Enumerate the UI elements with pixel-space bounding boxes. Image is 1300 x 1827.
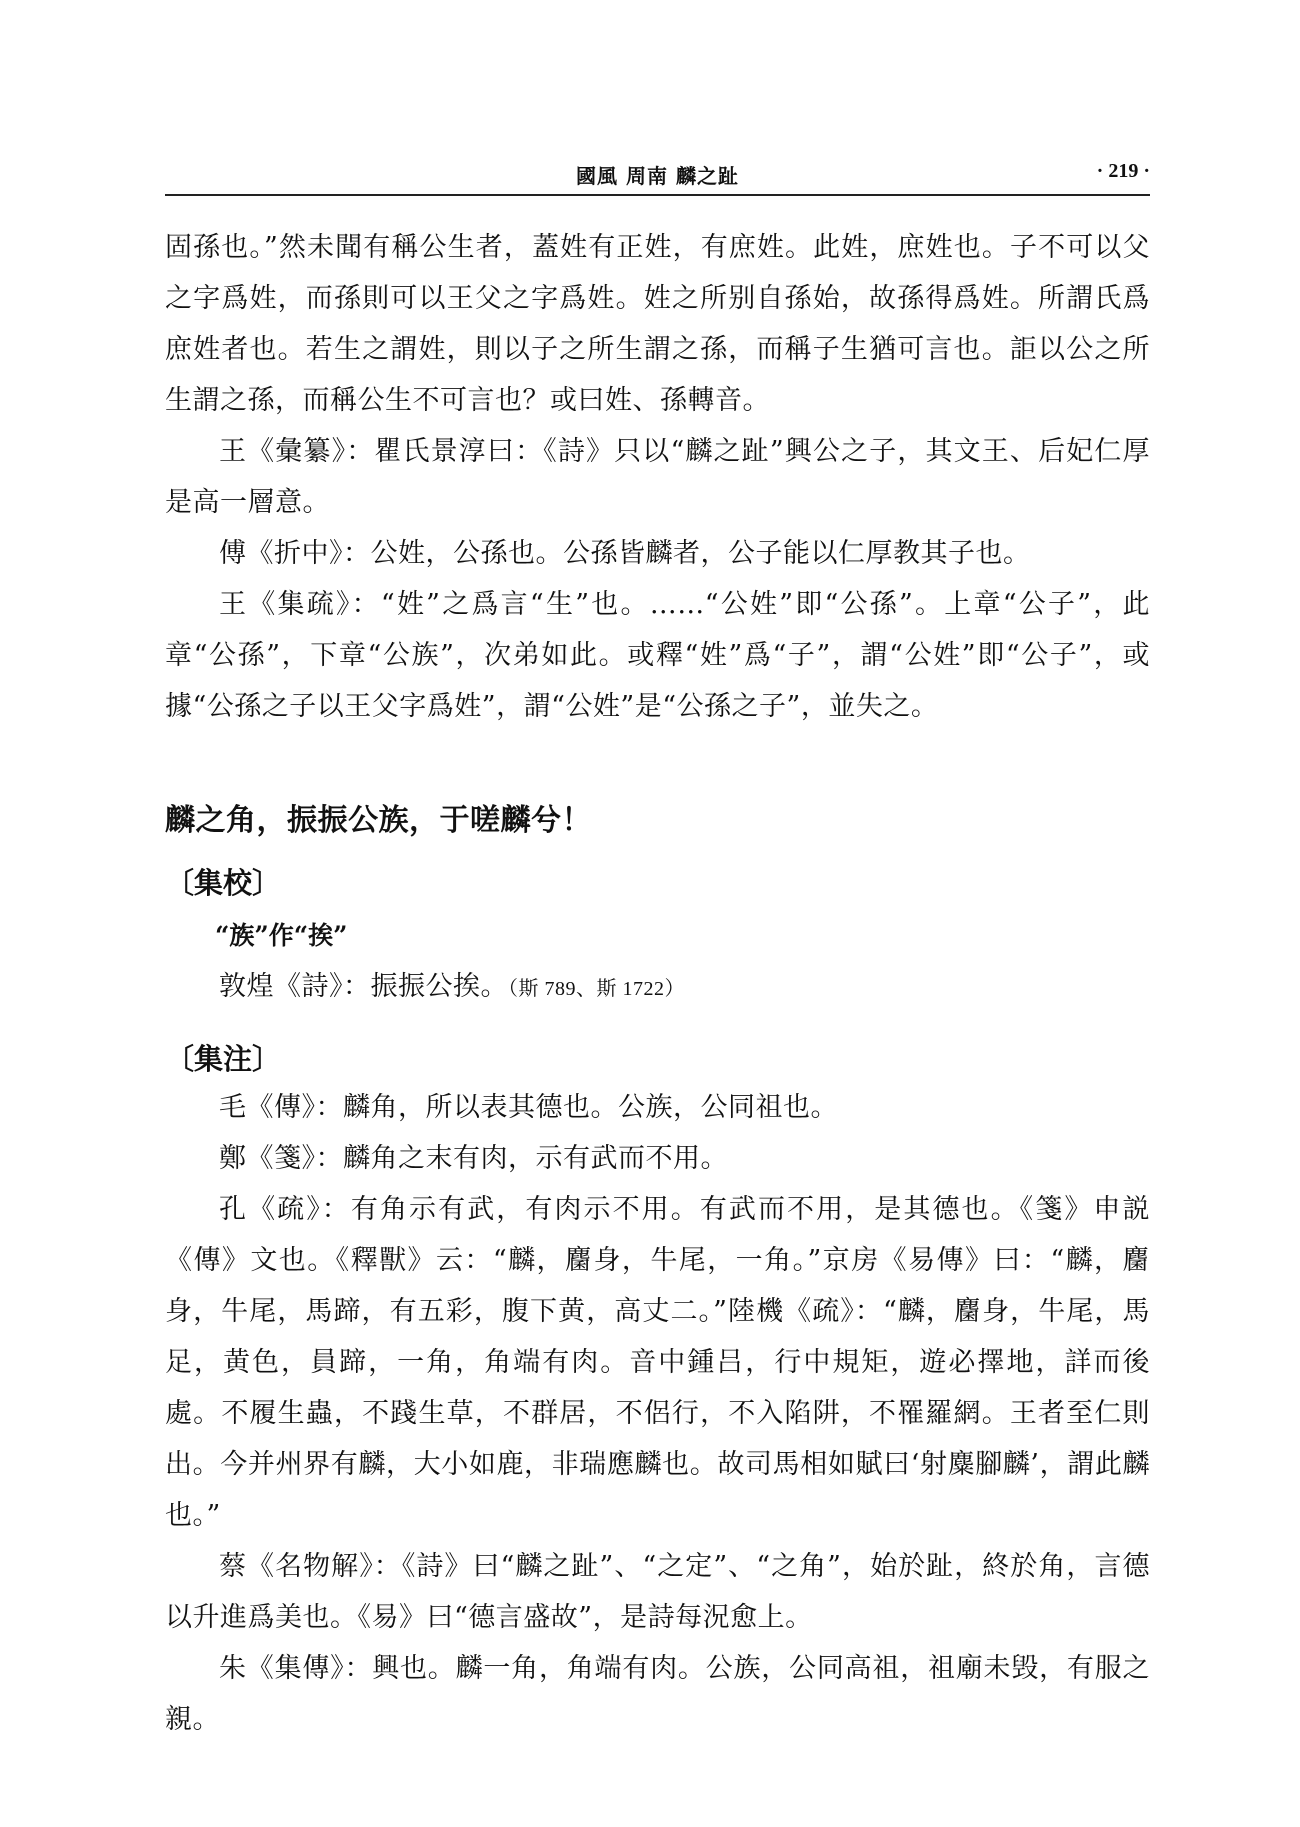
commentary-paragraph: 朱《集傳》：興也。麟一角，角端有肉。公族，公同高祖，祖廟未毁，有服之親。: [165, 1653, 1150, 1735]
page-body: [165, 222, 1150, 1745]
variant-heading: “族”作“挨”: [215, 921, 348, 950]
paragraph: 王《彙纂》：瞿氏景淳曰：《詩》只以“麟之趾”興公之子，其文王、后妃仁厚是高一層意。: [165, 436, 1150, 518]
collation-text: 敦煌《詩》：振振公挨。: [219, 971, 508, 1002]
section-title-jijiao: 〔集校〕: [165, 866, 282, 900]
commentary-paragraph: 蔡《名物解》：《詩》曰“麟之趾”、“之定”、“之角”，始於趾，終於角，言德以升進爲美也。《易》曰“德言盛故”，是詩每況愈上。: [165, 1551, 1150, 1633]
verse-heading: 麟之角，振振公族，于嗟麟兮！: [165, 803, 592, 838]
header-rule: [165, 194, 1150, 196]
commentary-paragraph: 毛《傳》：麟角，所以表其德也。公族，公同祖也。: [219, 1092, 838, 1123]
header-title: 國風 周南 麟之趾: [576, 164, 739, 188]
paragraph: 傅《折中》：公姓，公孫也。公孫皆麟者，公子能以仁厚教其子也。: [219, 538, 1031, 569]
page-number: · 219 ·: [1096, 160, 1150, 182]
commentary-paragraph: 鄭《箋》：麟角之末有肉，示有武而不用。: [219, 1143, 728, 1174]
paragraph: 王《集疏》：“姓”之爲言“生”也。……“公姓”即“公孫”。上章“公子”，此章“公孫”，下章“公族”，次弟如此。或釋“姓”爲“子”，謂“公姓”即“公子”，或據“公孫之子以王父字爲姓”，謂“公姓”是“公孫之子”，並失之。: [165, 589, 1150, 722]
collation-source: （斯 789、斯 1722）: [508, 978, 685, 1000]
collation-note: [165, 961, 1150, 1015]
paragraph-continued: 固孫也。”然未聞有稱公生者，蓋姓有正姓，有庶姓。此姓，庶姓也。子不可以父之字爲姓，而孫則可以王父之字爲姓。姓之所别自孫始，故孫得爲姓。所謂氏爲庶姓者也。若生之謂姓，則以子之所生謂之孫，而稱子生猶可言也。詎以公之所生謂之孫，而稱公生不可言也？或曰姓、孫轉音。: [165, 232, 1150, 416]
running-header: [165, 160, 1150, 194]
commentary-paragraph: 孔《疏》：有角示有武，有肉示不用。有武而不用，是其德也。《箋》申説《傳》文也。《釋獸》云：“麟，麕身，牛尾，一角。”京房《易傳》曰：“麟，麕身，牛尾，馬蹄，有五彩，腹下黄，高丈二。”陸機《疏》：“麟，麕身，牛尾，馬足，黄色，員蹄，一角，角端有肉。音中鍾吕，行中規矩，遊必擇地，詳而後處。不履生蟲，不踐生草，不群居，不侶行，不入陷阱，不罹羅網。王者至仁則出。今并州界有麟，大小如鹿，非瑞應麟也。故司馬相如賦曰‘射麋腳麟’，謂此麟也。”: [165, 1194, 1150, 1531]
section-title-jizhu: 〔集注〕: [165, 1042, 282, 1076]
